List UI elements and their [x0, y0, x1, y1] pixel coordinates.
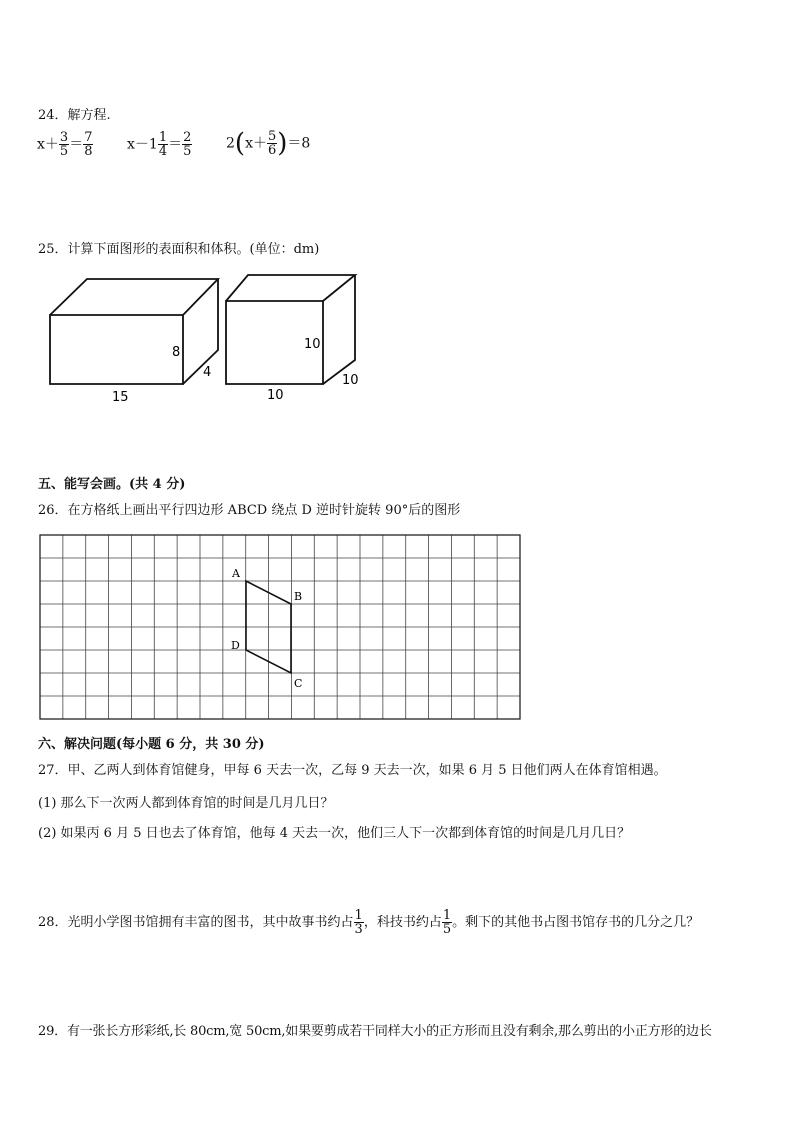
- cube-2-side: [323, 275, 355, 384]
- eq1-rhs-denominator: 8: [84, 144, 93, 159]
- eq2-rhs-denominator: 5: [183, 144, 192, 159]
- eq3-lhs: x＋: [245, 135, 267, 152]
- q28-fraction-story: [354, 909, 364, 936]
- eq1-numerator: 3: [59, 130, 69, 145]
- eq2-rhs-fraction: [182, 131, 192, 158]
- eq3-coefficient: 2: [226, 135, 235, 152]
- grid-lines: [40, 535, 520, 719]
- q27-sub-question-1: (1) 那么下一次两人都到体育馆的时间是几月几日？: [38, 796, 334, 811]
- eq2-rhs-numerator: 2: [183, 130, 192, 145]
- eq3-fraction: [267, 130, 277, 157]
- cuboid-1-front: [50, 315, 183, 384]
- q29-text: 29．有一张长方形彩纸,长 80cm,宽 50cm,如果要剪成若干同样大小的正方形而且没有剩余,那么剪出的小正方形的边长: [38, 1024, 712, 1039]
- cube-2-length: 10: [267, 388, 284, 403]
- eq2-numerator: 1: [158, 130, 168, 145]
- eq2-equals: ＝: [168, 136, 183, 153]
- cuboid-1: [50, 279, 218, 384]
- q28-fraction-1-numerator: 1: [354, 908, 363, 923]
- cube-2-width: 10: [342, 373, 359, 388]
- eq1-rhs-numerator: 7: [84, 130, 93, 145]
- eq1-denominator: 5: [59, 144, 69, 159]
- eq2-lhs: x－1: [127, 136, 158, 153]
- q28-fraction-1-denominator: 3: [354, 922, 363, 937]
- eq2-fraction: [158, 131, 168, 158]
- eq1-equals: ＝: [69, 136, 84, 153]
- vertex-label-b: B: [294, 590, 303, 603]
- eq1-rhs-fraction: [83, 131, 93, 158]
- q24-equation-3: [226, 130, 310, 157]
- vertex-label-d: D: [231, 639, 240, 652]
- section-5-heading: 五、能写会画。(共 4 分): [38, 477, 186, 492]
- right-paren: ): [277, 128, 288, 159]
- eq1-lhs: x＋: [37, 136, 59, 153]
- vertex-label-c: C: [294, 677, 303, 690]
- grid-paper: [38, 534, 522, 722]
- q28-part-3: 。剩下的其他书占图书馆存书的几分之几？: [452, 915, 700, 930]
- q27-sub-question-2: (2) 如果丙 6 月 5 日也去了体育馆，他每 4 天去一次，他们三人下一次都到体育馆的时间是几月几日？: [38, 826, 631, 841]
- cuboid-1-side: [183, 279, 218, 384]
- q28-part-1: 28．光明小学图书馆拥有丰富的图书，其中故事书约占: [38, 915, 354, 930]
- q28-text: [38, 909, 699, 936]
- cuboid-1-height: 8: [172, 345, 181, 360]
- q28-fraction-science: [442, 909, 452, 936]
- cube-2-top: [226, 275, 355, 301]
- cube-2: [226, 275, 355, 384]
- q24-equation-1: [37, 131, 93, 158]
- cuboid-1-width: 4: [203, 365, 212, 380]
- q28-fraction-2-numerator: 1: [442, 908, 452, 923]
- vertex-label-a: A: [232, 567, 240, 580]
- eq3-denominator: 6: [267, 143, 277, 158]
- q24-equation-2: [127, 131, 192, 158]
- left-paren: (: [234, 128, 246, 159]
- q26-title: 26．在方格纸上画出平行四边形 ABCD 绕点 D 逆时针旋转 90°后的图形: [38, 503, 461, 518]
- cuboid-1-length: 15: [112, 390, 129, 405]
- q28-part-2: ，科技书约占: [363, 915, 442, 930]
- q28-fraction-2-denominator: 5: [442, 922, 452, 937]
- cuboid-1-top: [50, 279, 218, 315]
- cuboid-figures: [36, 270, 366, 410]
- eq2-denominator: 4: [158, 144, 168, 159]
- cube-2-height: 10: [304, 337, 321, 352]
- eq3-rhs: ＝8: [287, 135, 311, 152]
- eq3-numerator: 5: [267, 129, 277, 144]
- section-6-heading: 六、解决问题(每小题 6 分，共 30 分): [38, 737, 265, 752]
- q25-title: 25．计算下面图形的表面积和体积。(单位：dm): [38, 242, 320, 257]
- eq1-fraction: [59, 131, 69, 158]
- q24-title: 24．解方程.: [38, 108, 111, 123]
- q27-title: 27．甲、乙两人到体育馆健身，甲每 6 天去一次，乙每 9 天去一次，如果 6 月 5 日他们两人在体育馆相遇。: [38, 763, 667, 778]
